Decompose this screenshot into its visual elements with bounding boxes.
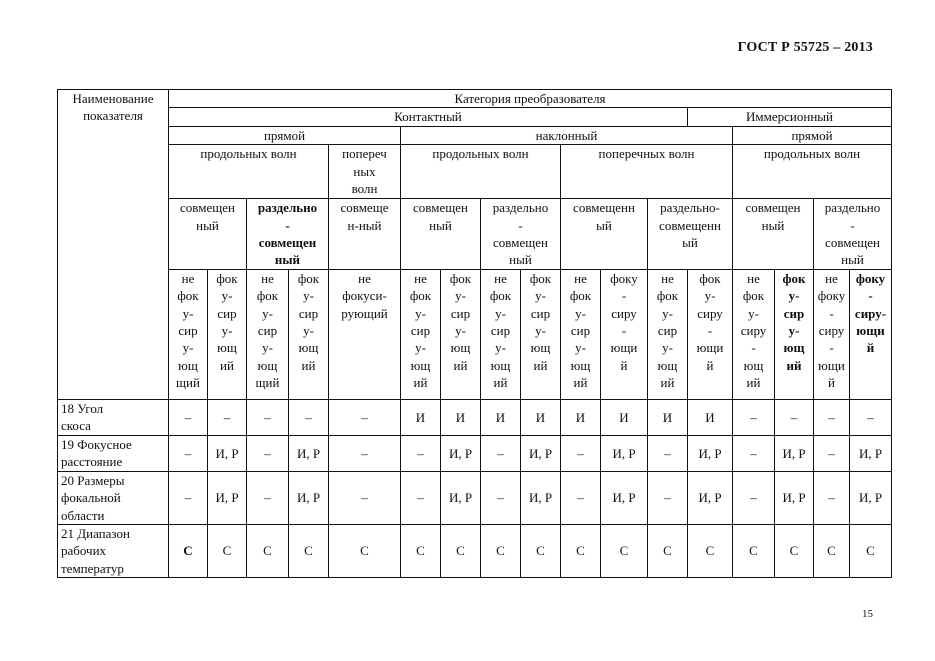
leaf-header-2: фок у- сир у- ющ ий — [208, 269, 247, 399]
sub-combined: совмещен ный — [733, 199, 814, 270]
leaf-header-10: не фок у- сир у- ющ ий — [561, 269, 601, 399]
table-row — [58, 471, 892, 524]
table-cell: С — [688, 525, 733, 578]
table-cell: – — [329, 435, 401, 471]
table-cell: И — [401, 399, 441, 435]
table-cell: С — [521, 525, 561, 578]
table-cell: – — [329, 471, 401, 524]
table-cell: С — [775, 525, 814, 578]
row-header-cell: Наименование показателя — [58, 90, 169, 400]
document-code: ГОСТ Р 55725 – 2013 — [737, 40, 873, 55]
table-cell: С — [733, 525, 775, 578]
sub-combined: совмещенн ый — [561, 199, 648, 270]
leaf-header-15: фок у- сир у- ющ ий — [775, 269, 814, 399]
straight-longitudinal-header: продольных волн — [169, 145, 329, 199]
table-cell: С — [329, 525, 401, 578]
table-cell: И, Р — [688, 471, 733, 524]
sub-separate-combined: раздельно - совмещен ный — [814, 199, 892, 270]
table-cell: И, Р — [850, 435, 892, 471]
sub-separate-combined: раздельно - совмещен ный — [481, 199, 561, 270]
table-cell: И — [441, 399, 481, 435]
table-cell: – — [289, 399, 329, 435]
table-cell: – — [733, 471, 775, 524]
table-cell: С — [561, 525, 601, 578]
table-cell: И, Р — [208, 435, 247, 471]
table-cell: И, Р — [521, 471, 561, 524]
table-cell: И, Р — [521, 435, 561, 471]
table-cell: С — [289, 525, 329, 578]
table-body — [58, 399, 892, 577]
leaf-header-4: фок у- сир у- ющ ий — [289, 269, 329, 399]
row-label: 21 Диапазон рабочих температур — [58, 525, 169, 578]
table-cell: С — [850, 525, 892, 578]
table-cell: – — [481, 471, 521, 524]
leaf-header-14: не фок у- сиру - ющ ий — [733, 269, 775, 399]
table-header — [58, 90, 892, 400]
sub-separate-combined: раздельно- совмещенн ый — [648, 199, 733, 270]
oblique-transverse-header: поперечных волн — [561, 145, 733, 199]
table-cell: – — [169, 435, 208, 471]
table-cell: И, Р — [601, 435, 648, 471]
table-cell: И — [688, 399, 733, 435]
row-label: 18 Угол скоса — [58, 399, 169, 435]
sub-combined: совмеще н-ный — [329, 199, 401, 270]
leaf-header-9: фок у- сир у- ющ ий — [521, 269, 561, 399]
row-label: 19 Фокусное расстояние — [58, 435, 169, 471]
sub-combined: совмещен ный — [169, 199, 247, 270]
table-cell: – — [648, 471, 688, 524]
table-cell: – — [247, 399, 289, 435]
contact-header: Контактный — [169, 108, 688, 126]
leaf-header-7: фок у- сир у- ющ ий — [441, 269, 481, 399]
table-cell: – — [208, 399, 247, 435]
table-cell: – — [247, 471, 289, 524]
table-cell: – — [329, 399, 401, 435]
table-cell: С — [247, 525, 289, 578]
table-cell: И, Р — [289, 435, 329, 471]
straight-header: прямой — [169, 126, 401, 144]
leaf-header-17: фоку - сиру- ющи й — [850, 269, 892, 399]
oblique-header: наклонный — [401, 126, 733, 144]
table-cell: С — [814, 525, 850, 578]
table-cell: И, Р — [289, 471, 329, 524]
table-cell: И, Р — [775, 471, 814, 524]
leaf-header-16: не фоку - сиру - ющи й — [814, 269, 850, 399]
table-cell: И — [481, 399, 521, 435]
table-cell: – — [247, 435, 289, 471]
table-cell: С — [648, 525, 688, 578]
table-cell: – — [850, 399, 892, 435]
table-cell: – — [648, 435, 688, 471]
leaf-header-12: не фок у- сир у- ющ ий — [648, 269, 688, 399]
category-header: Категория преобразователя — [169, 90, 892, 108]
table-cell: – — [169, 399, 208, 435]
table-cell: И, Р — [775, 435, 814, 471]
table-cell: – — [169, 471, 208, 524]
table-cell: С — [169, 525, 208, 578]
table-row — [58, 525, 892, 578]
leaf-header-1: не фок у- сир у- ющ щий — [169, 269, 208, 399]
table-cell: С — [208, 525, 247, 578]
table-row — [58, 435, 892, 471]
table-cell: И — [561, 399, 601, 435]
table-cell: И, Р — [601, 471, 648, 524]
table-cell: С — [441, 525, 481, 578]
table-cell: С — [401, 525, 441, 578]
leaf-header-6: не фок у- сир у- ющ ий — [401, 269, 441, 399]
immersion-header: Иммерсионный — [688, 108, 892, 126]
row-label: 20 Размеры фокальной области — [58, 471, 169, 524]
table-cell: И, Р — [850, 471, 892, 524]
table-cell: – — [814, 399, 850, 435]
table-cell: – — [814, 471, 850, 524]
table-cell: И — [521, 399, 561, 435]
leaf-header-3: не фок у- сир у- ющ щий — [247, 269, 289, 399]
table-cell: И, Р — [208, 471, 247, 524]
straight-transverse-header: попереч ных волн — [329, 145, 401, 199]
table-cell: И — [648, 399, 688, 435]
table-cell: – — [733, 399, 775, 435]
table-cell: – — [775, 399, 814, 435]
table-cell: – — [561, 471, 601, 524]
immersion-longitudinal-header: продольных волн — [733, 145, 892, 199]
leaf-header-8: не фок у- сир у- ющ ий — [481, 269, 521, 399]
page-number: 15 — [862, 608, 873, 620]
leaf-header-11: фоку - сиру - ющи й — [601, 269, 648, 399]
straight-immersion-header: прямой — [733, 126, 892, 144]
leaf-header-5: не фокуси- рующий — [329, 269, 401, 399]
table-cell: – — [814, 435, 850, 471]
table-cell: И, Р — [441, 471, 481, 524]
transducer-category-table — [57, 89, 892, 578]
table-cell: И, Р — [441, 435, 481, 471]
sub-combined: совмещен ный — [401, 199, 481, 270]
table-cell: И — [601, 399, 648, 435]
table-cell: – — [481, 435, 521, 471]
sub-separate-combined: раздельно - совмещен ный — [247, 199, 329, 270]
table-cell: С — [481, 525, 521, 578]
oblique-longitudinal-header: продольных волн — [401, 145, 561, 199]
leaf-header-13: фок у- сиру - ющи й — [688, 269, 733, 399]
table-cell: И, Р — [688, 435, 733, 471]
table-cell: – — [401, 435, 441, 471]
table-cell: – — [733, 435, 775, 471]
table-cell: – — [401, 471, 441, 524]
table-row — [58, 399, 892, 435]
table-cell: – — [561, 435, 601, 471]
table-cell: С — [601, 525, 648, 578]
